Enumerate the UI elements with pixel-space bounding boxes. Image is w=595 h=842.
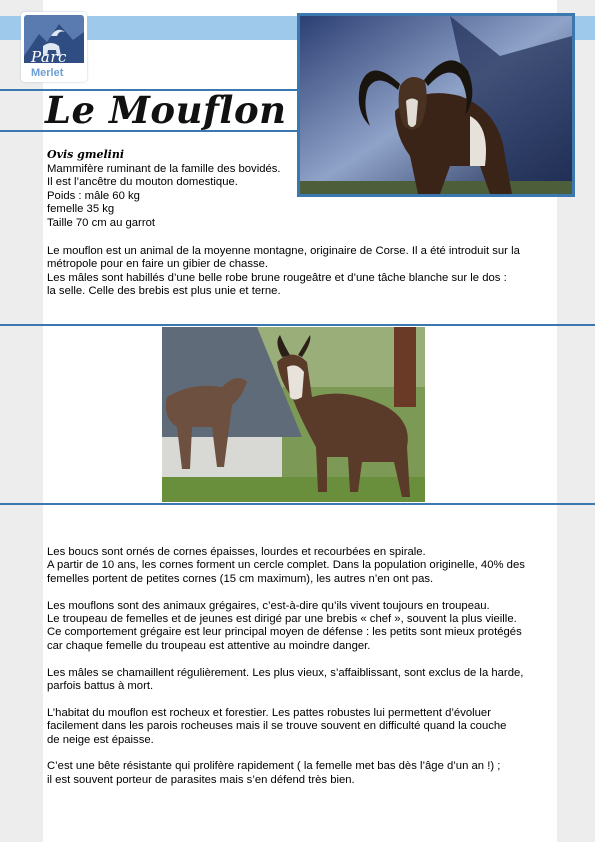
- mouflon-portrait-photo: [297, 13, 575, 197]
- paragraph-line: métropole pour en faire un gibier de chasse.: [47, 258, 269, 271]
- description-paragraph: [47, 245, 520, 299]
- body-text: [47, 546, 525, 787]
- body-line: Les boucs sont ornés de cornes épaisses, lourdes et recourbées en spirale.: [47, 546, 426, 558]
- page-title: Le Mouflon: [45, 88, 287, 132]
- body-line: Les mâles se chamaillent régulièrement. Les plus vieux, s’affaiblissant, sont exclus de la harde,: [47, 666, 524, 679]
- paragraph-line: Les mâles sont habillés d’une belle robe brune rougeâtre et d’une tâche blanche sur le dos :: [47, 271, 507, 284]
- mouflon-pair-photo: [162, 327, 425, 502]
- photo-rule-bottom: [0, 503, 595, 505]
- scientific-name: Ovis gmelini: [47, 148, 125, 161]
- body-line: femelles portent de petites cornes (15 cm maximum), les autres n’en ont pas.: [47, 572, 434, 585]
- left-margin: [0, 0, 43, 842]
- body-line: facilement dans les parois rocheuses mais il se trouve souvent en difficulté quand la couche: [47, 720, 507, 733]
- intro-line: Taille 70 cm au garrot: [47, 216, 155, 229]
- body-line: C’est une bête résistante qui prolifère rapidement ( la femelle met bas dès l’âge d’un an !) ;: [47, 760, 501, 773]
- intro-line: Il est l’ancêtre du mouton domestique.: [47, 176, 238, 189]
- body-line: Les mouflons sont des animaux grégaires, c’est-à-dire qu’ils vivent toujours en troupeau.: [47, 599, 490, 612]
- intro-line: femelle 35 kg: [47, 203, 115, 216]
- body-line: car chaque femelle du troupeau est attentive au moindre danger.: [47, 639, 371, 652]
- logo-text-merlet: Merlet: [31, 67, 64, 79]
- logo-text-parc: Parc: [31, 48, 67, 66]
- paragraph-line: la selle. Celle des brebis est plus unie et terne.: [47, 285, 281, 298]
- park-logo: [21, 12, 87, 82]
- paragraph-line: Le mouflon est un animal de la moyenne montagne, originaire de Corse. Il a été introduit sur la: [47, 245, 520, 257]
- intro-line: Mammifère ruminant de la famille des bovidés.: [47, 163, 281, 175]
- body-line: Le troupeau de femelles et de jeunes est dirigé par une brebis « chef », souvent la plus vieille.: [47, 613, 517, 626]
- intro-line: Poids : mâle 60 kg: [47, 189, 140, 202]
- body-line: Ce comportement grégaire est leur principal moyen de défense : les petits sont mieux protégés: [47, 626, 522, 639]
- photo-rule-top: [0, 324, 595, 326]
- body-line: parfois battus à mort.: [47, 680, 154, 693]
- body-line: de neige est épaisse.: [47, 733, 154, 746]
- body-line: A partir de 10 ans, les cornes forment un cercle complet. Dans la population originelle, 40% des: [47, 559, 525, 572]
- body-line: L’habitat du mouflon est rocheux et forestier. Les pattes robustes lui permettent d’évoluer: [47, 706, 491, 719]
- body-line: il est souvent porteur de parasites mais s’en défend très bien.: [47, 773, 355, 786]
- intro-text: [47, 163, 281, 230]
